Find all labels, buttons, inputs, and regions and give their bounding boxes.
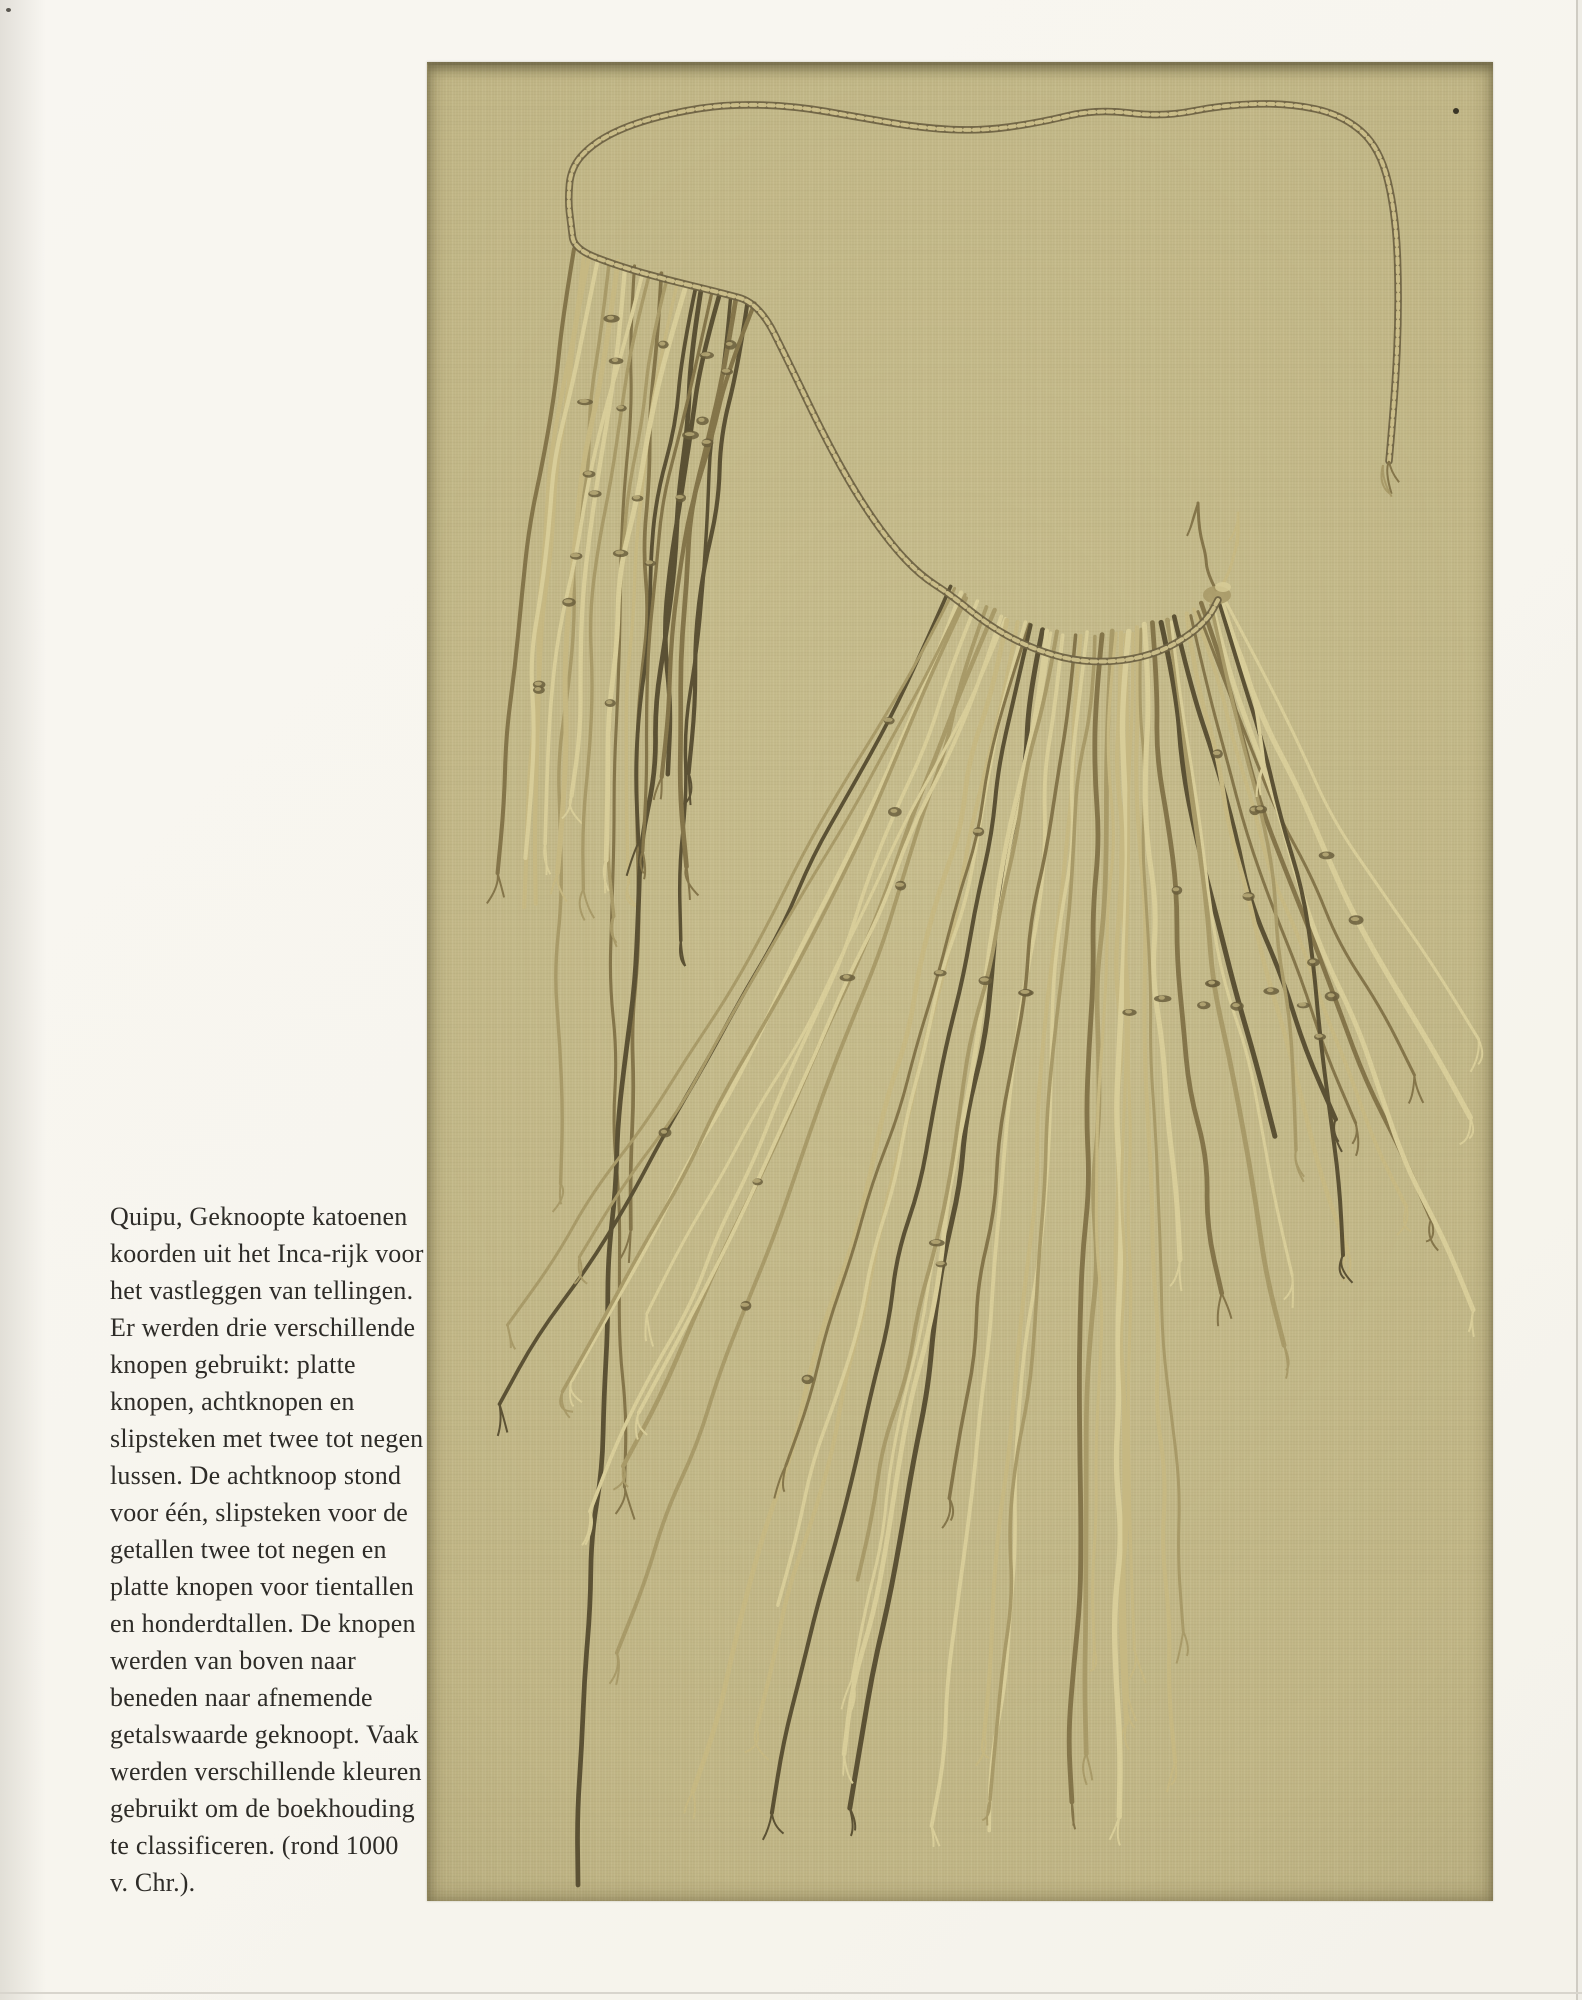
cord-cluster (1215, 582, 1231, 592)
frayed-end (1083, 1754, 1087, 1785)
cord-knot-highlight (534, 682, 541, 686)
cord-knot-highlight (1199, 1002, 1206, 1006)
page-gutter-shade (0, 0, 46, 2000)
cord-knot-highlight (1173, 887, 1180, 891)
cord-knot-highlight (931, 1240, 941, 1244)
cord-knot-highlight (936, 1261, 945, 1265)
cord-knot-highlight (701, 352, 710, 356)
cord-knot-highlight (570, 553, 580, 557)
frayed-end (1292, 1275, 1293, 1308)
cord-knot-highlight (606, 700, 612, 704)
cord-knot-highlight (676, 495, 684, 499)
caption-block (110, 1198, 424, 1901)
cord-knot-highlight (617, 405, 624, 409)
pendant-cord (563, 598, 967, 1391)
cluster-tassel-up (1198, 503, 1216, 590)
frayed-end (616, 1487, 626, 1514)
frayed-end (1414, 1075, 1423, 1103)
frayed-end (755, 1728, 769, 1760)
frayed-end (487, 873, 498, 903)
cord-knot-highlight (1327, 993, 1334, 997)
cord-knot-highlight (890, 809, 897, 813)
frayed-end (1176, 1631, 1183, 1664)
cord-knot-highlight (612, 358, 618, 362)
caption-line: en honderdtallen. De knopen (110, 1609, 416, 1638)
caption-line: v. Chr.). (110, 1868, 196, 1897)
frayed-end (498, 1404, 501, 1436)
cord-knot-highlight (1020, 990, 1029, 994)
caption-line: te classificeren. (rond 1000 (110, 1831, 399, 1860)
caption-line: knopen gebruikt: platte (110, 1350, 356, 1379)
frayed-end (763, 1813, 772, 1840)
frayed-end (553, 1184, 564, 1212)
page-right-margin (1578, 0, 1582, 2000)
frayed-end (1183, 1631, 1188, 1656)
cord-knot-highlight (589, 491, 598, 495)
frayed-end (560, 1184, 561, 1205)
frayed-end (661, 777, 662, 799)
photo-speck (1453, 108, 1459, 114)
frayed-end (1284, 1275, 1293, 1300)
cord-knot-highlight (607, 316, 614, 320)
caption-line: getallen twee tot negen en (110, 1535, 387, 1564)
frayed-end (693, 1792, 695, 1819)
cord-knot-highlight (579, 399, 589, 403)
cord-knot-highlight (1351, 917, 1360, 921)
cord-knot-highlight (584, 471, 592, 475)
frayed-end (1222, 1293, 1232, 1319)
frayed-end (545, 844, 546, 875)
caption-line: knopen, achtknopen en (110, 1387, 355, 1416)
frayed-end (1187, 503, 1198, 536)
frayed-end (624, 1487, 634, 1520)
cord-knot-highlight (1298, 1002, 1306, 1006)
frayed-end (1460, 1118, 1471, 1145)
cord-knot-highlight (698, 418, 704, 422)
cord-knot-highlight (685, 432, 695, 436)
cord-knot-highlight (935, 970, 943, 974)
caption-line: lussen. De achtknoop stond (110, 1461, 402, 1490)
pendant-cord (1136, 627, 1175, 1762)
cord-knot-highlight (1232, 1003, 1239, 1007)
pendant-cord (1171, 622, 1292, 1275)
cord-knot-highlight (884, 718, 893, 722)
cord-knot-highlight (1322, 852, 1329, 856)
caption-line: gebruikt om de boekhouding (110, 1794, 415, 1823)
frayed-end (570, 1380, 582, 1402)
frayed-end (1129, 1650, 1135, 1680)
cord-knot-highlight (1213, 751, 1221, 755)
caption-line: platte knopen voor tientallen (110, 1572, 414, 1601)
frayed-end (843, 1754, 844, 1775)
cord-knot-highlight (753, 1179, 761, 1183)
pendant-cord (693, 620, 1007, 1791)
frayed-end (1471, 1039, 1479, 1072)
cord-knot-highlight (726, 342, 733, 346)
cord-knot-highlight (659, 342, 665, 346)
cord-knot-highlight (633, 495, 640, 499)
cord-knot-highlight (615, 550, 624, 554)
frayed-end (507, 1325, 510, 1348)
frayed-end (684, 1792, 693, 1814)
cord-knot-highlight (1267, 988, 1274, 992)
frayed-end (1218, 1293, 1222, 1326)
cord-knot-highlight (973, 829, 983, 833)
frayed-end (942, 1498, 950, 1528)
cord-knot-highlight (1159, 996, 1165, 1000)
cord-knot-highlight (1315, 1034, 1322, 1038)
cord-knot-highlight (741, 1303, 750, 1307)
cord-knot-highlight (1243, 893, 1253, 897)
frayed-end (582, 1511, 590, 1545)
caption-line: Er werden drie verschillende (110, 1313, 416, 1342)
caption-line: slipsteken met twee tot negen (110, 1424, 424, 1453)
cord-knot-highlight (535, 687, 541, 691)
frayed-end (976, 1735, 986, 1765)
frayed-end (1409, 1075, 1415, 1103)
frayed-end (1389, 461, 1399, 482)
caption-line: beneden naar afnemende (110, 1683, 373, 1712)
frayed-end (772, 1813, 784, 1834)
right-long-cord (1211, 605, 1296, 1150)
cord-knot-highlight (1309, 959, 1315, 963)
caption-line: voor één, slipsteken voor de (110, 1498, 409, 1527)
cord-knot-highlight (980, 978, 989, 982)
cord-knot-highlight (1256, 806, 1263, 810)
quipu-photograph (427, 62, 1493, 1901)
frayed-end (1170, 1260, 1180, 1287)
frayed-end (844, 1754, 853, 1783)
pendant-cord (1218, 593, 1471, 1118)
cord-knot-highlight (702, 440, 711, 444)
cord-knot-highlight (1125, 1009, 1132, 1013)
page-corner-speck (6, 8, 11, 12)
caption-line: getalswaarde geknoopt. Vaak (110, 1720, 419, 1749)
frayed-end (562, 1391, 570, 1417)
caption-line: Quipu, Geknoopte katoenen (110, 1202, 408, 1231)
caption-line: werden van boven naar (110, 1646, 357, 1675)
page-bottom-edge (0, 1992, 1582, 1994)
quipu-illustration (428, 65, 1493, 1901)
pendant-cord (689, 300, 748, 773)
cord-knot-highlight (645, 560, 653, 564)
frayed-end (1086, 1754, 1092, 1781)
cord-knot-highlight (843, 975, 850, 979)
cord-knot-highlight (895, 883, 904, 887)
caption-line: het vastleggen van tellingen. (110, 1276, 414, 1305)
frayed-end (583, 889, 594, 918)
cluster-tassel-up (1221, 513, 1238, 588)
cord-knot-highlight (722, 369, 730, 373)
frayed-end (1167, 1762, 1175, 1792)
cord-knot-highlight (661, 1130, 667, 1134)
cord-knot-highlight (803, 1376, 810, 1380)
pendant-cord (786, 624, 1030, 1466)
cord-knot-highlight (564, 599, 573, 603)
cord-knot-highlight (1208, 981, 1215, 985)
pendant-cord (508, 588, 955, 1325)
page-right-edge (1576, 0, 1578, 2000)
caption-line: koorden uit het Inca-rijk voor (110, 1239, 424, 1268)
frayed-end (647, 1314, 653, 1347)
pendant-cord (984, 636, 1080, 1735)
caption-line: werden verschillende kleuren (110, 1757, 422, 1786)
frayed-end (1125, 1723, 1129, 1749)
